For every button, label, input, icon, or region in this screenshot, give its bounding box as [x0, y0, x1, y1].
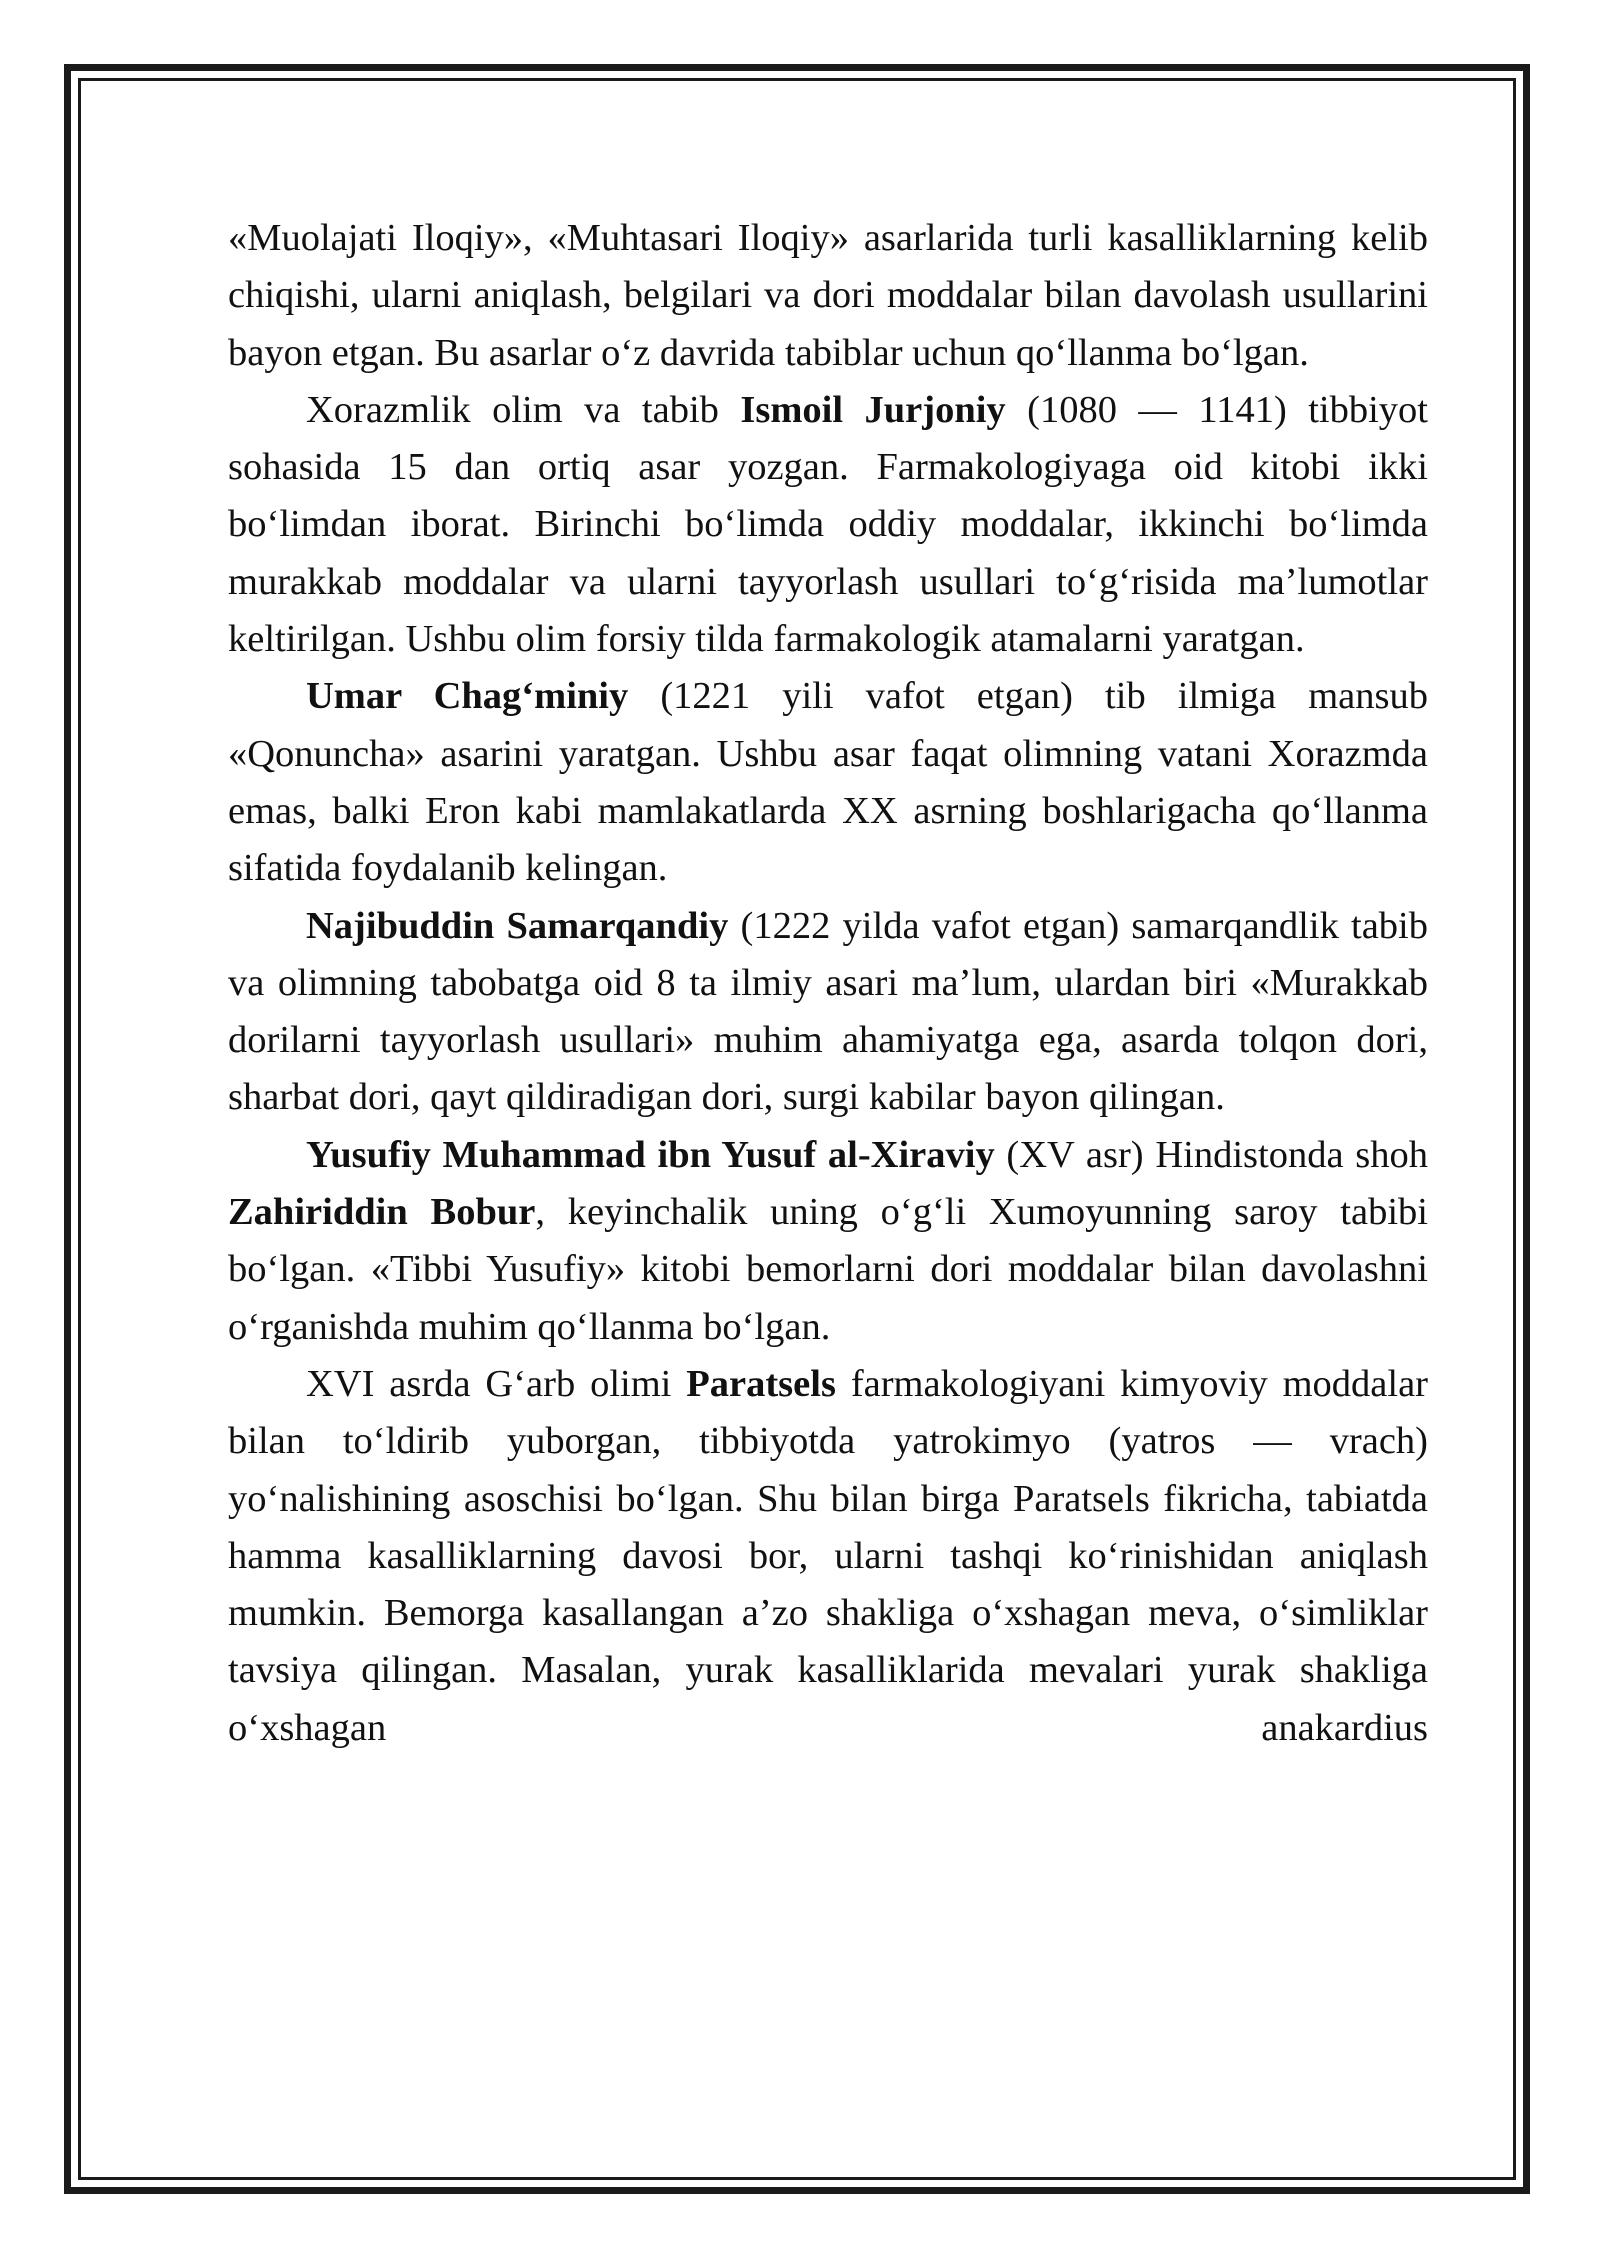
paragraph-muolajati [228, 210, 1428, 382]
paragraph-najibuddin-samarqandiy [228, 898, 1428, 1127]
name-paratsels: Paratsels [686, 1362, 836, 1405]
paragraph-umar-chagminiy [228, 668, 1428, 897]
text-segment: (1222 yilda vafot etgan) samarqandlik tabib va olimning tabobatga oid 8 ta ilmiy asari ma’lum, ulardan biri «Murakkab dorilarni tayyorlash usullari» muhim ahamiyatga ega, asarda tolqon dori, sharbat dori, qayt qildiradigan dori, surgi kabilar bayon qilingan. [228, 904, 1428, 1119]
text-segment: XVI asrda Gʻarb olimi [306, 1362, 687, 1405]
text-segment: Xorazmlik olim va tabib [306, 388, 741, 431]
paragraph-paratsels [228, 1356, 1428, 1757]
paragraph-yusufiy [228, 1127, 1428, 1356]
name-najibuddin-samarqandiy: Najibuddin Samarqandiy [306, 904, 729, 947]
text-segment: «Muolajati Iloqiy», «Muhtasari Iloqiy» asarlarida turli kasalliklarning kelib chiqishi, ularni aniqlash, belgilari va dori moddalar bilan davolash usullarini bayon etgan. Bu asarlar oʻz davrida tabiblar uchun qoʻllanma boʻlgan. [228, 217, 1428, 374]
paragraph-ismoil-jurjoniy [228, 382, 1428, 668]
text-segment: farmakologiyani kimyoviy moddalar bilan toʻldirib yuborgan, tibbiyotda yatrokimyo (yatros — vrach) yoʻnalishining asoschisi boʻlgan. Shu bilan birga Paratsels fikricha, tabiatda hamma kasalliklarning davosi bor, ularni tashqi koʻrinishidan aniqlash mumkin. Bemorga kasallangan a’zo shakliga oʻxshagan meva, oʻsimliklar tavsiya qilingan. Masalan, yurak kasalliklarida mevalari yurak shakliga oʻxshagan anakardius [228, 1362, 1428, 1749]
text-segment: , keyinchalik uning oʻgʻli Xumoyunning saroy tabibi boʻlgan. «Tibbi Yusufiy» kitobi bemorlarni dori moddalar bilan davolashni oʻrganishda muhim qoʻllanma boʻlgan. [228, 1191, 1428, 1348]
document-body [228, 210, 1428, 1757]
name-ismoil-jurjoniy: Ismoil Jurjoniy [740, 388, 1006, 431]
text-segment: (1080 — 1141) tibbiyot sohasida 15 dan ortiq asar yozgan. Farmakologiyaga oid kitobi ikki boʻlimdan iborat. Birinchi boʻlimda oddiy moddalar, ikkinchi boʻlimda murakkab moddalar va ularni tayyorlash usullari toʻgʻrisida ma’lumotlar keltirilgan. Ushbu olim forsiy tilda farmakologik atamalarni yaratgan. [228, 388, 1428, 661]
text-segment: (1221 yili vafot etgan) tib ilmiga mansub «Qonuncha» asarini yaratgan. Ushbu asar faqat olimning vatani Xorazmda emas, balki Eron kabi mamlakatlarda XX asrning boshlarigacha qoʻllanma sifatida foydalanib kelingan. [228, 675, 1428, 890]
text-segment: (XV asr) Hindistonda shoh [994, 1133, 1428, 1176]
name-umar-chagminiy: Umar Chagʻminiy [306, 675, 629, 718]
name-yusufiy: Yusufiy Muhammad ibn Yusuf al-Xiraviy [306, 1133, 995, 1176]
name-zahiriddin-bobur: Zahiriddin Bobur [228, 1191, 536, 1234]
